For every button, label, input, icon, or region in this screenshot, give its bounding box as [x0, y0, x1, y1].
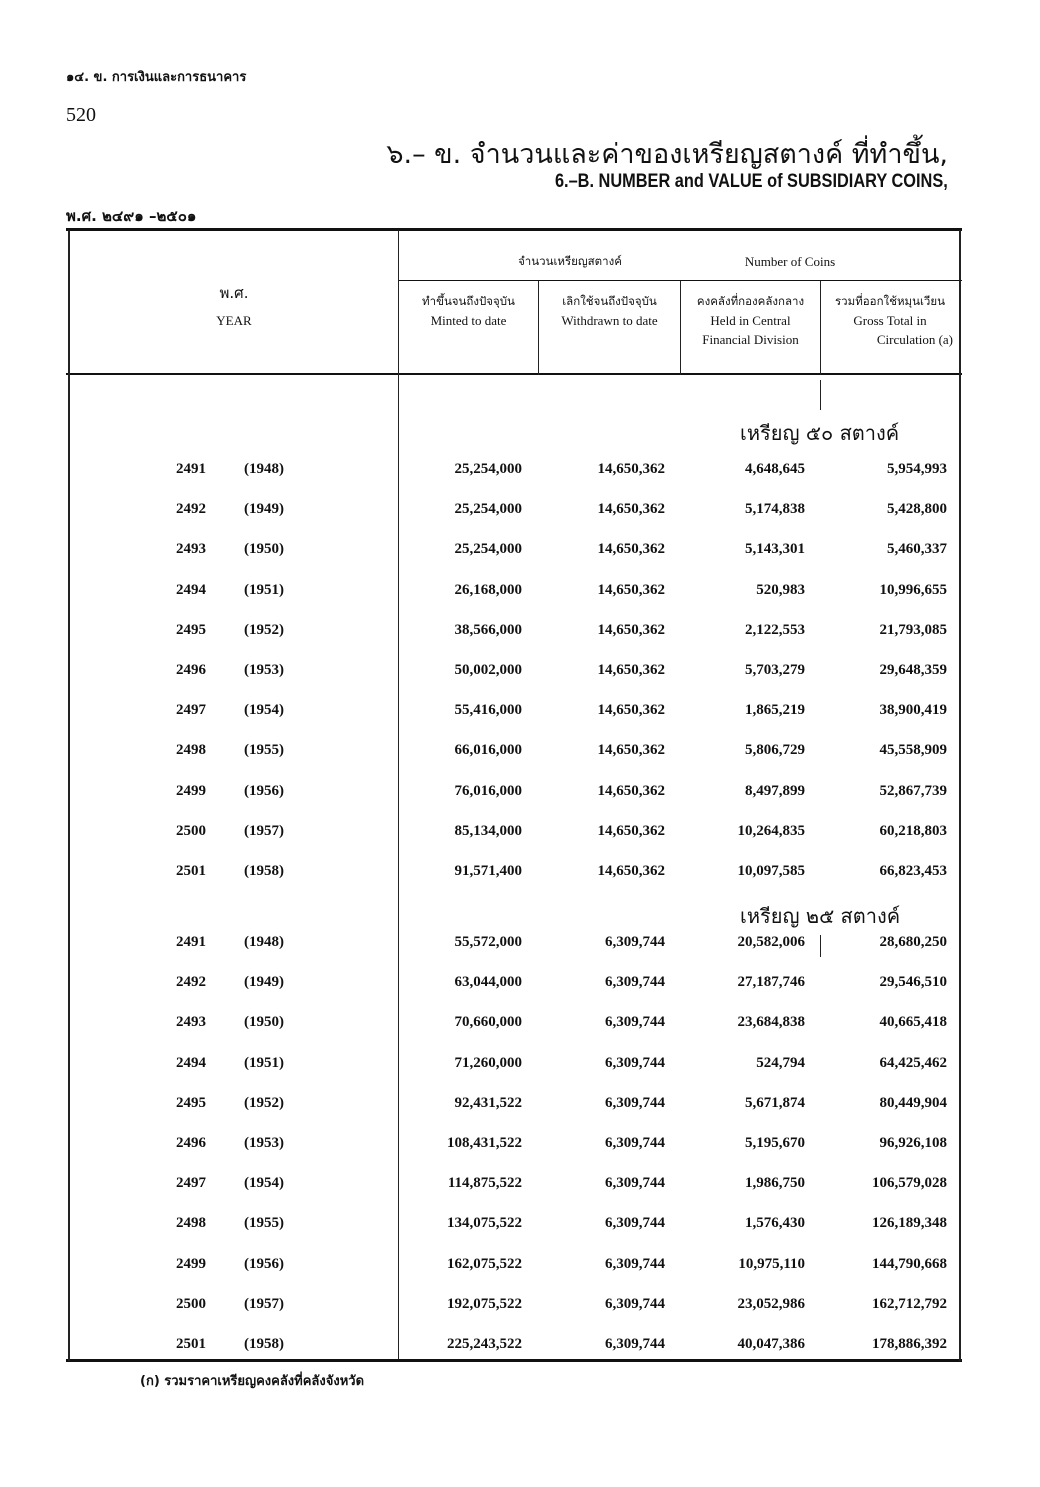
cell-minted: 55,572,000 — [454, 934, 522, 950]
table-title-english: 6.–B. NUMBER and VALUE of SUBSIDIARY COINS, — [555, 171, 948, 192]
cell-withdrawn: 6,309,744 — [605, 1215, 665, 1231]
cell-year: 2501 — [176, 1336, 206, 1352]
cell-circulation: 144,790,668 — [872, 1256, 947, 1272]
cell-year: 2492 — [176, 501, 206, 517]
cell-withdrawn: 14,650,362 — [597, 461, 665, 477]
table-row — [66, 1135, 962, 1157]
table-row — [66, 1256, 962, 1278]
table-row — [66, 1215, 962, 1237]
cell-withdrawn: 6,309,744 — [605, 1336, 665, 1352]
cell-withdrawn: 14,650,362 — [597, 501, 665, 517]
cell-ce: (1951) — [244, 1055, 284, 1071]
cell-held: 5,671,874 — [745, 1095, 805, 1111]
group-label-25-satang: เหรียญ ๒๕ สตางค์ — [740, 904, 901, 928]
cell-held: 8,497,899 — [745, 783, 805, 799]
cell-withdrawn: 14,650,362 — [597, 823, 665, 839]
table-row — [66, 783, 962, 805]
cell-withdrawn: 14,650,362 — [597, 622, 665, 638]
cell-year: 2493 — [176, 541, 206, 557]
cell-minted: 66,016,000 — [454, 742, 522, 758]
column-header-held: คงคลังที่กองคลังกลาง Held in Central Financial Division — [696, 294, 805, 347]
cell-circulation: 10,996,655 — [879, 582, 947, 598]
cell-minted: 225,243,522 — [447, 1336, 522, 1352]
cell-year: 2495 — [176, 622, 206, 638]
cell-minted: 134,075,522 — [447, 1215, 522, 1231]
cell-minted: 25,254,000 — [454, 541, 522, 557]
cell-circulation: 5,954,993 — [887, 461, 947, 477]
cell-minted: 192,075,522 — [447, 1296, 522, 1312]
cell-withdrawn: 14,650,362 — [597, 783, 665, 799]
cell-ce: (1952) — [244, 1095, 284, 1111]
cell-held: 40,047,386 — [737, 1336, 805, 1352]
cell-circulation: 60,218,803 — [879, 823, 947, 839]
cell-year: 2496 — [176, 662, 206, 678]
cell-year: 2501 — [176, 863, 206, 879]
table-row — [66, 702, 962, 724]
cell-circulation: 80,449,904 — [879, 1095, 947, 1111]
cell-ce: (1953) — [244, 662, 284, 678]
cell-ce: (1957) — [244, 823, 284, 839]
cell-minted: 91,571,400 — [454, 863, 522, 879]
cell-ce: (1956) — [244, 783, 284, 799]
table-top-rule — [66, 228, 962, 231]
cell-withdrawn: 6,309,744 — [605, 1256, 665, 1272]
cell-circulation: 28,680,250 — [879, 934, 947, 950]
cell-withdrawn: 14,650,362 — [597, 863, 665, 879]
cell-year: 2495 — [176, 1095, 206, 1111]
cell-year: 2491 — [176, 934, 206, 950]
cell-minted: 92,431,522 — [454, 1095, 522, 1111]
group-header-thai: จำนวนเหรียญสตางค์ — [518, 254, 622, 268]
cell-held: 2,122,553 — [745, 622, 805, 638]
cell-circulation: 29,648,359 — [879, 662, 947, 678]
cell-circulation: 5,460,337 — [887, 541, 947, 557]
table-row — [66, 1296, 962, 1318]
cell-held: 5,195,670 — [745, 1135, 805, 1151]
cell-held: 5,806,729 — [745, 742, 805, 758]
cell-circulation: 126,189,348 — [872, 1215, 947, 1231]
cell-year: 2499 — [176, 1256, 206, 1272]
cell-ce: (1951) — [244, 582, 284, 598]
column-header-minted: ทำขึ้นจนถึงปัจจุบัน Minted to date — [422, 294, 515, 328]
cell-held: 1,576,430 — [745, 1215, 805, 1231]
cell-circulation: 21,793,085 — [879, 622, 947, 638]
cell-year: 2500 — [176, 1296, 206, 1312]
cell-withdrawn: 6,309,744 — [605, 974, 665, 990]
cell-ce: (1952) — [244, 622, 284, 638]
cell-withdrawn: 14,650,362 — [597, 541, 665, 557]
column-header-circulation: รวมที่ออกใช้หมุนเวียน Gross Total in Circulation (a) — [834, 294, 953, 347]
cell-held: 1,865,219 — [745, 702, 805, 718]
table-row — [66, 501, 962, 523]
cell-minted: 108,431,522 — [447, 1135, 522, 1151]
cell-year: 2497 — [176, 702, 206, 718]
year-header-english: YEAR — [216, 313, 252, 328]
table-row — [66, 1175, 962, 1197]
cell-year: 2500 — [176, 823, 206, 839]
cell-circulation: 96,926,108 — [879, 1135, 947, 1151]
cell-circulation: 38,900,419 — [879, 702, 947, 718]
cell-minted: 55,416,000 — [454, 702, 522, 718]
cell-minted: 26,168,000 — [454, 582, 522, 598]
cell-held: 10,975,110 — [738, 1256, 805, 1272]
cell-held: 23,684,838 — [737, 1014, 805, 1030]
table-row — [66, 863, 962, 885]
cell-held: 4,648,645 — [745, 461, 805, 477]
year-header — [70, 284, 398, 330]
table-row — [66, 662, 962, 684]
cell-held: 524,794 — [756, 1055, 805, 1071]
table-row — [66, 582, 962, 604]
cell-held: 5,703,279 — [745, 662, 805, 678]
cell-minted: 162,075,522 — [447, 1256, 522, 1272]
table-row — [66, 823, 962, 845]
table-row — [66, 1055, 962, 1077]
table-row — [66, 1336, 962, 1358]
cell-ce: (1957) — [244, 1296, 284, 1312]
cell-held: 1,986,750 — [745, 1175, 805, 1191]
table-row — [66, 934, 962, 956]
cell-ce: (1949) — [244, 501, 284, 517]
cell-withdrawn: 14,650,362 — [597, 662, 665, 678]
cell-held: 520,983 — [756, 582, 805, 598]
cell-withdrawn: 6,309,744 — [605, 1014, 665, 1030]
cell-circulation: 5,428,800 — [887, 501, 947, 517]
cell-ce: (1954) — [244, 702, 284, 718]
cell-withdrawn: 6,309,744 — [605, 934, 665, 950]
header-bottom-rule — [66, 373, 962, 375]
cell-withdrawn: 6,309,744 — [605, 1175, 665, 1191]
column-divider — [820, 380, 821, 410]
cell-circulation: 45,558,909 — [879, 742, 947, 758]
cell-ce: (1953) — [244, 1135, 284, 1151]
table-row — [66, 541, 962, 563]
cell-year: 2497 — [176, 1175, 206, 1191]
cell-year: 2498 — [176, 742, 206, 758]
cell-minted: 114,875,522 — [447, 1175, 522, 1191]
cell-held: 10,097,585 — [737, 863, 805, 879]
cell-withdrawn: 14,650,362 — [597, 702, 665, 718]
cell-ce: (1956) — [244, 1256, 284, 1272]
cell-year: 2494 — [176, 582, 206, 598]
table-row — [66, 461, 962, 483]
cell-ce: (1958) — [244, 1336, 284, 1352]
cell-withdrawn: 6,309,744 — [605, 1095, 665, 1111]
cell-year: 2496 — [176, 1135, 206, 1151]
table-row — [66, 622, 962, 644]
column-header-withdrawn: เลิกใช้จนถึงปัจจุบัน Withdrawn to date — [561, 294, 658, 328]
cell-year: 2493 — [176, 1014, 206, 1030]
cell-ce: (1950) — [244, 1014, 284, 1030]
table-row — [66, 742, 962, 764]
cell-held: 10,264,835 — [737, 823, 805, 839]
cell-year: 2492 — [176, 974, 206, 990]
cell-circulation: 162,712,792 — [872, 1296, 947, 1312]
table-title-thai: ๖.– ข. จำนวนและค่าของเหรียญสตางค์ ที่ทำขึ้น, — [386, 139, 948, 170]
cell-circulation: 52,867,739 — [879, 783, 947, 799]
cell-circulation: 178,886,392 — [872, 1336, 947, 1352]
group-header-english: Number of Coins — [744, 254, 836, 269]
cell-withdrawn: 6,309,744 — [605, 1055, 665, 1071]
cell-ce: (1955) — [244, 1215, 284, 1231]
group-label-50-satang: เหรียญ ๕๐ สตางค์ — [740, 421, 900, 445]
cell-ce: (1954) — [244, 1175, 284, 1191]
cell-ce: (1950) — [244, 541, 284, 557]
cell-minted: 25,254,000 — [454, 501, 522, 517]
cell-year: 2498 — [176, 1215, 206, 1231]
cell-circulation: 66,823,453 — [879, 863, 947, 879]
cell-minted: 25,254,000 — [454, 461, 522, 477]
page-number: 520 — [66, 104, 96, 126]
period-label: พ.ศ. ๒๔๙๑ –๒๕๐๑ — [66, 207, 197, 225]
cell-withdrawn: 14,650,362 — [597, 742, 665, 758]
cell-withdrawn: 6,309,744 — [605, 1296, 665, 1312]
table-row — [66, 974, 962, 996]
cell-circulation: 106,579,028 — [872, 1175, 947, 1191]
cell-ce: (1958) — [244, 863, 284, 879]
cell-held: 23,052,986 — [737, 1296, 805, 1312]
year-header-thai: พ.ศ. — [219, 284, 249, 302]
cell-minted: 63,044,000 — [454, 974, 522, 990]
cell-held: 20,582,006 — [737, 934, 805, 950]
cell-minted: 38,566,000 — [454, 622, 522, 638]
cell-year: 2494 — [176, 1055, 206, 1071]
cell-ce: (1948) — [244, 934, 284, 950]
cell-year: 2491 — [176, 461, 206, 477]
table-row — [66, 1095, 962, 1117]
cell-ce: (1955) — [244, 742, 284, 758]
cell-held: 5,174,838 — [745, 501, 805, 517]
cell-ce: (1948) — [244, 461, 284, 477]
cell-minted: 85,134,000 — [454, 823, 522, 839]
table-row — [66, 1014, 962, 1036]
cell-withdrawn: 14,650,362 — [597, 582, 665, 598]
cell-held: 5,143,301 — [745, 541, 805, 557]
cell-year: 2499 — [176, 783, 206, 799]
cell-held: 27,187,746 — [737, 974, 805, 990]
cell-circulation: 29,546,510 — [879, 974, 947, 990]
cell-circulation: 40,665,418 — [879, 1014, 947, 1030]
cell-minted: 71,260,000 — [454, 1055, 522, 1071]
cell-withdrawn: 6,309,744 — [605, 1135, 665, 1151]
running-head: ๑๔. ข. การเงินและการธนาคาร — [66, 70, 247, 85]
cell-minted: 70,660,000 — [454, 1014, 522, 1030]
cell-ce: (1949) — [244, 974, 284, 990]
cell-circulation: 64,425,462 — [879, 1055, 947, 1071]
cell-minted: 76,016,000 — [454, 783, 522, 799]
cell-minted: 50,002,000 — [454, 662, 522, 678]
footnote: (ก) รวมราคาเหรียญคงคลังที่คลังจังหวัด — [140, 1374, 365, 1389]
table-bottom-rule — [66, 1359, 962, 1362]
